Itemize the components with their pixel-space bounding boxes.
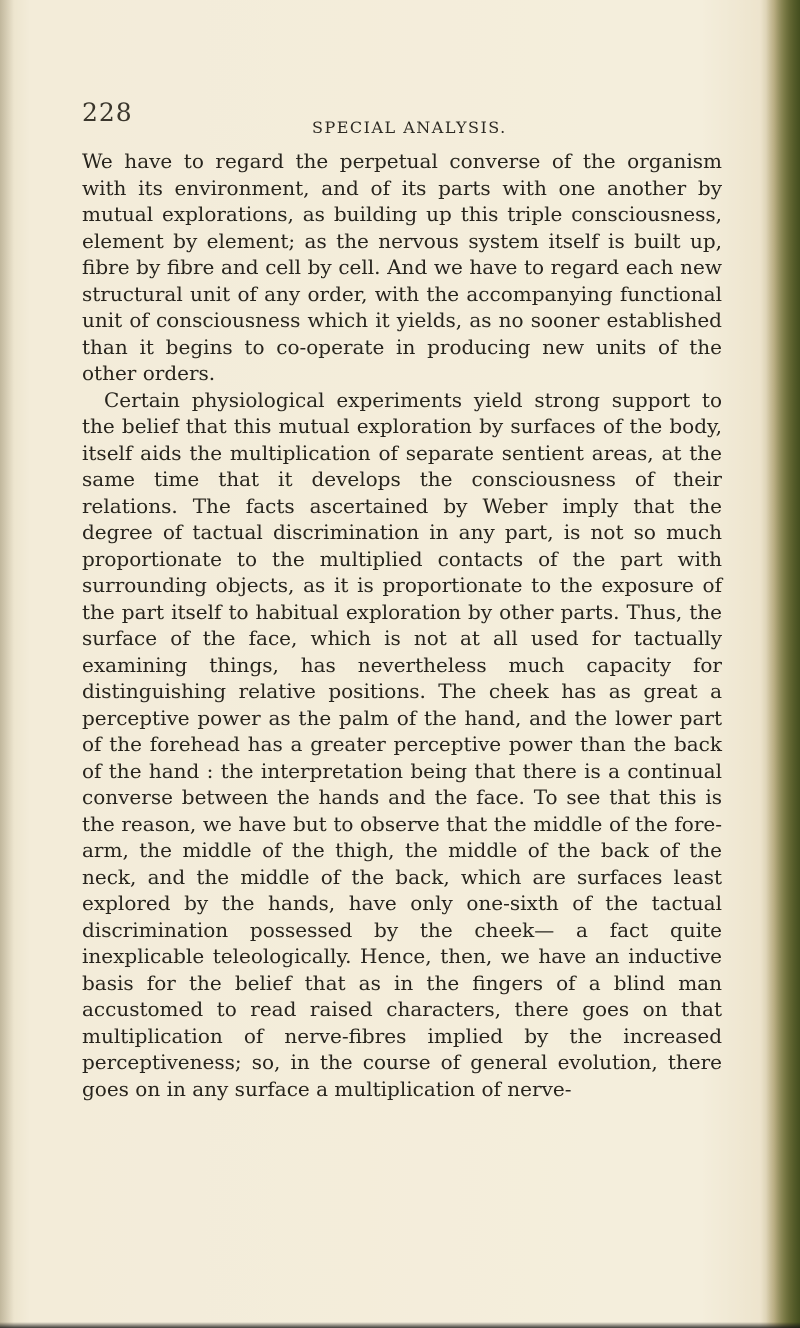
paragraph: We have to regard the perpetual converse of the organism with its environment, and of its parts with one another by mutual explorations, as building up this triple consciousness, element by element; as the nervous system itself is built up, fibre by fibre and cell by cell. And we have to regard each new structural unit of any order, with the accompanying functional unit of consciousness which it yields, as no sooner established than it begins to co-operate in producing new units of the other orders. <box>82 149 722 385</box>
page-header <box>82 98 722 138</box>
page-number: 228 <box>82 98 133 127</box>
page-edge <box>766 0 800 1328</box>
page-gutter-shadow <box>0 0 14 1328</box>
paragraph: Certain physiological experiments yield strong support to the belief that this mutual exploration by surfaces of the body, itself aids the multiplication of separate sentient areas, at the same time that it develops the consciousness of their relations. The facts ascertained by Weber imply that the degree of tactual discrimination in any part, is not so much proportionate to the multiplied contacts of the part with surrounding objects, as it is proportionate to the exposure of the part itself to habitual exploration by other parts. Thus, the surface of the face, which is not at all used for tactually examining things, has nevertheless much capacity for distinguishing relative positions. The cheek has as great a perceptive power as the palm of the hand, and the lower part of the forehead has a greater perceptive power than the back of the hand : the interpretation being that there is a continual converse between the hands and the face. To see that this is the reason, we have but to observe that the middle of the fore-arm, the middle of the thigh, the middle of the back of the neck, and the middle of the back, which are surfaces least explored by the hands, have only one-sixth of the tactual discrimination possessed by the cheek— a fact quite inexplicable teleologically. Hence, then, we have an inductive basis for the belief that as in the fingers of a blind man accustomed to read raised characters, there goes on that multiplication of nerve-fibres implied by the increased perceptiveness; so, in the course of general evolution, there goes on in any surface a multiplication of nerve- <box>82 387 722 1101</box>
page-bottom-edge <box>0 1322 800 1328</box>
running-head: SPECIAL ANALYSIS. <box>312 118 507 137</box>
body-text <box>82 148 722 1102</box>
